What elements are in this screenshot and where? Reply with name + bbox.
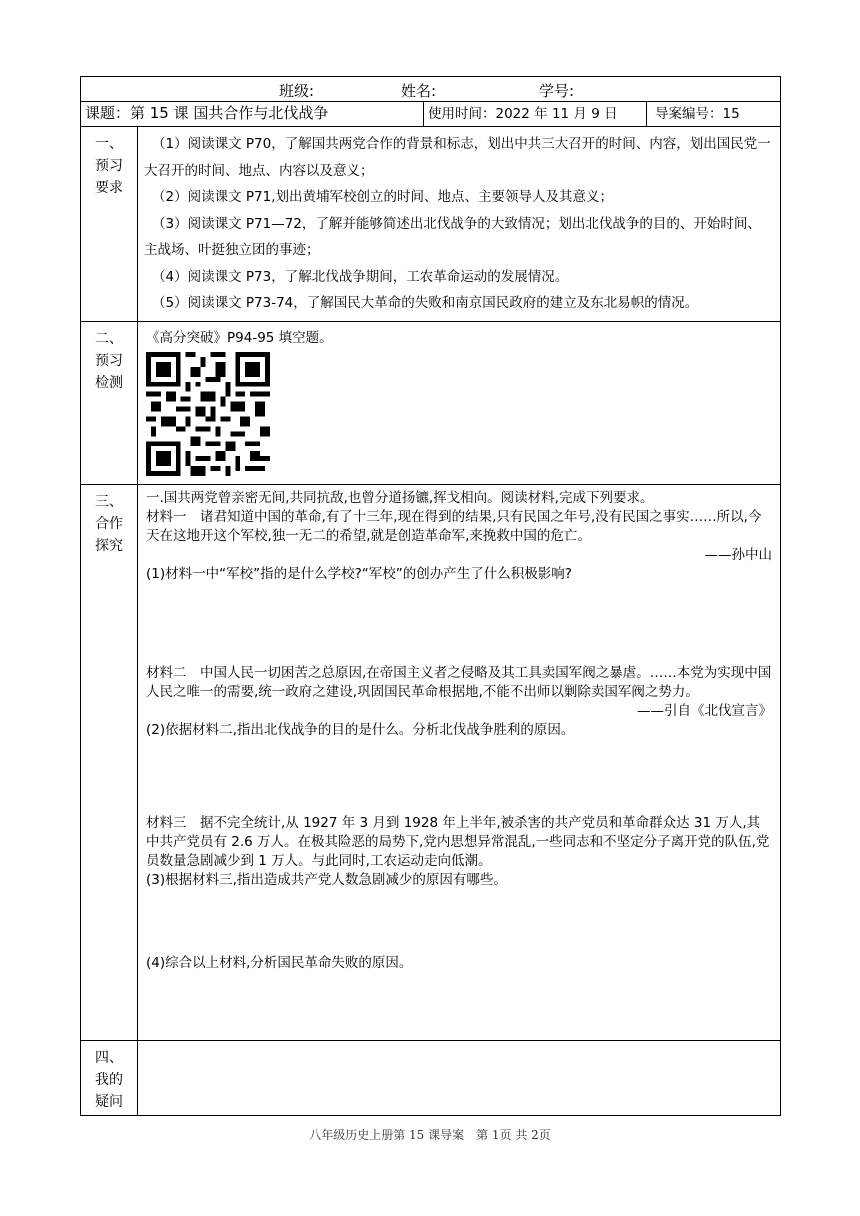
label-line: 疑问 [95,1093,123,1110]
guide-number: 导案编号：15 [647,102,781,127]
requirement-item: （5）阅读课文 P73-74，了解国民大革命的失败和南京国民政府的建立及东北易帜的情况。 [152,295,699,311]
answer-space[interactable] [146,890,772,954]
label-line: 四、 [95,1049,123,1066]
worksheet-table [80,76,781,1116]
student-info-row [81,77,781,102]
section-preview-requirements [81,127,781,322]
material-one-source: ——孙中山 [704,546,772,563]
label-line: 合作 [95,515,123,532]
lesson-info-row [81,102,781,127]
question-four: (4)综合以上材料,分析国民革命失败的原因。 [146,954,413,971]
requirement-item: （3）阅读课文 P71—72，了解并能够简述出北伐战争的大致情况；划出北伐战争的目的、开始时间、主战场、叶挺独立团的事迹； [144,215,761,258]
section-label [81,321,138,484]
name-label: 姓名: [401,82,437,100]
label-line: 我的 [95,1071,123,1088]
section-my-questions [81,1040,781,1115]
material-two: 材料二 中国人民一切困苦之总原因,在帝国主义者之侵略及其工具卖国军阀之暴虐。……本党为实现中国人民之唯一的需要,统一政府之建设,巩固国民革命根据地,不能不出师以剿除卖国军阀之势力。 [146,664,772,700]
questions-input-area[interactable] [138,1040,781,1115]
requirements-content [138,127,781,322]
page-footer: 八年级历史上册第 15 课导案 第 1页 共 2页 [309,1128,551,1142]
inquiry-content [138,484,781,1040]
material-two-source: ——引自《北伐宣言》 [637,702,772,719]
requirement-item: （4）阅读课文 P73，了解北伐战争期间，工农革命运动的发展情况。 [152,268,569,285]
section-label [81,484,138,1040]
material-three: 材料三 据不完全统计,从 1927 年 3 月到 1928 年上半年,被杀害的共产党员和革命群众达 31 万人,其中共产党员有 2.6 万人。在极其险恶的局势下,党内思想异常混乱,一些同志和不坚定分子离开党的队伍,党员数量急剧减少到 1 万人。与此同时,工农运动走向低潮。 [146,814,770,869]
label-line: 预习 [95,352,123,369]
inquiry-intro: 一.国共两党曾亲密无间,共同抗敌,也曾分道扬镳,挥戈相向。阅读材料,完成下列要求。 [146,489,654,506]
section-label [81,1040,138,1115]
section-preview-check [81,321,781,484]
label-line: 三、 [95,493,123,510]
label-line: 一、 [95,136,123,152]
label-line: 预习 [95,158,123,174]
question-two: (2)依据材料二,指出北伐战争的目的是什么。分析北伐战争胜利的原因。 [146,721,575,738]
requirement-item: （1）阅读课文 P70，了解国共两党合作的背景和标志，划出中共三大召开的时间、内容，划出国民党一大召开的时间、地点、内容以及意义； [144,136,771,179]
question-one: (1)材料一中“军校”指的是什么学校?“军校”的创办产生了什么积极影响? [146,565,572,582]
class-label: 班级: [279,82,315,100]
question-three: (3)根据材料三,指出造成共产党人数急剧减少的原因有哪些。 [146,871,507,888]
material-one: 材料一 诸君知道中国的革命,有了十三年,现在得到的结果,只有民国之年号,没有民国之事实……所以,今天在这地开这个军校,独一无二的希望,就是创造革命军,来挽救中国的危亡。 [146,508,762,544]
usage-date: 使用时间：2022 年 11 月 9 日 [424,102,647,127]
lesson-title: 课题：第 15 课 国共合作与北伐战争 [81,102,424,127]
qr-code-icon[interactable] [146,352,270,476]
section-label [81,127,138,322]
requirement-item: （2）阅读课文 P71,划出黄埔军校创立的时间、地点、主要领导人及其意义； [152,189,613,205]
student-id-label: 学号: [539,82,575,100]
section-cooperative-inquiry [81,484,781,1040]
preview-check-content [138,321,781,484]
label-line: 检测 [95,374,123,391]
answer-space[interactable] [146,584,772,664]
exercise-reference: 《高分突破》P94-95 填空题。 [146,329,333,346]
answer-space[interactable] [146,740,772,814]
label-line: 二、 [95,330,123,347]
label-line: 探究 [95,537,123,554]
label-line: 要求 [95,180,123,196]
